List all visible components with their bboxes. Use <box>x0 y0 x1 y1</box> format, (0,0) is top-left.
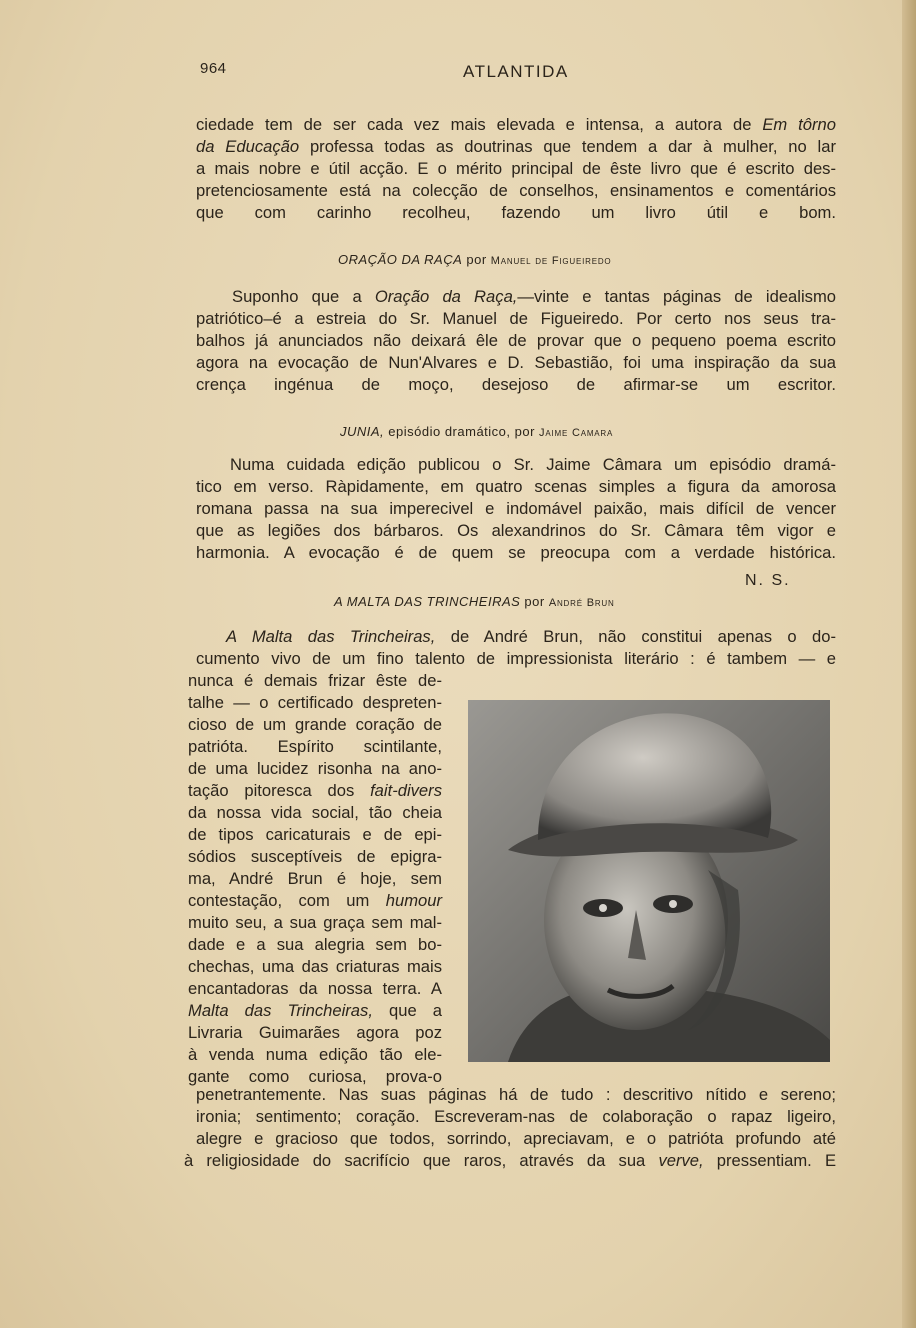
section-oracao-text: Suponho que a Oração da Raça,—vinte e tantas páginas de idealismo patriótico–é a estreia do Sr. Manuel de Figueiredo. Por certo nos seus tra- balhos já anunciados não deixará êle de provar que o pequeno poema escrito agora na evocação de Nun'Alvares e D. Sebastião, foi uma inspiração da sua crença ingénua de moço, desejoso de afirmar-se um escritor. <box>196 287 837 394</box>
page-number: 964 <box>200 60 227 77</box>
section-heading-malta: A MALTA DAS TRINCHEIRAS por André Brun <box>334 594 615 609</box>
author-signature: N. S. <box>745 572 791 589</box>
running-title: ATLANTIDA <box>463 62 569 81</box>
section-heading-oracao: ORAÇÃO DA RAÇA por Manuel de Figueiredo <box>338 252 612 267</box>
section-heading-junia: JUNIA, episódio dramático, por Jaime Camara <box>340 424 614 439</box>
section-junia-text: Numa cuidada edição publicou o Sr. Jaime Câmara um episódio dramá- tico em verso. Ràpidamente, em quatro scenas simples a figura da amorosa romana passa na sua imperecivel e indomável paixão, mais difícil de vencer que as legiões dos bárbaros. Os alexandrinos do Sr. Câmara têm vigor e harmonia. A evocação é de quem se preocupa com a verdade histórica. <box>196 455 836 562</box>
page-spine-shadow <box>902 0 916 1328</box>
intro-paragraph: ciedade tem de ser cada vez mais elevada e intensa, a autora de Em tôrno da Educação professa todas as doutrinas que tendem a dar à mulher, no lar a mais nobre e útil acção. E o mérito principal de êste livro que é escrito des- pretenciosamente está na colecção de conselhos, ensinamentos e comentários que com carinho recolheu, fazendo um livro útil e bom. <box>196 115 837 222</box>
section-malta-wide-top: A Malta das Trincheiras, de André Brun, não constitui apenas o do- cumento vivo de um fino talento de impressionista literário : é tambem — e <box>196 627 836 668</box>
section-malta-narrow-column: nunca é demais frizar êste de- talhe — o certificado despreten- cioso de um grande coração de patrióta. Espírito scintilante, de uma lucidez risonha na ano- tação pitoresca dos fait-divers da nossa vida social, tão cheia de tipos caricaturais e de epi- sódios susceptíveis de epigra- ma, André Brun é hoje, sem contestação, com um humour muito seu, a sua graça sem mal- dade e a sua alegria sem bo- chechas, uma das criaturas mais encantadoras da nossa terra. A Malta das Trincheiras, que a Livraria Guimarães agora poz à venda numa edição tão ele- gante como curiosa, prova-o <box>188 671 443 1086</box>
portrait-illustration <box>468 700 830 1062</box>
section-malta-wide-bottom: penetrantemente. Nas suas páginas há de tudo : descritivo nítido e sereno; ironia; sentimento; coração. Escreveram-nas de colaboração o rapaz ligeiro, alegre e gracioso que todos, sorrindo, apreciavam, e o patrióta profundo até à religiosidade do sacrifício que raros, através da sua verve, pressentiam. E <box>184 1085 837 1170</box>
portrait-photo <box>468 700 830 1062</box>
